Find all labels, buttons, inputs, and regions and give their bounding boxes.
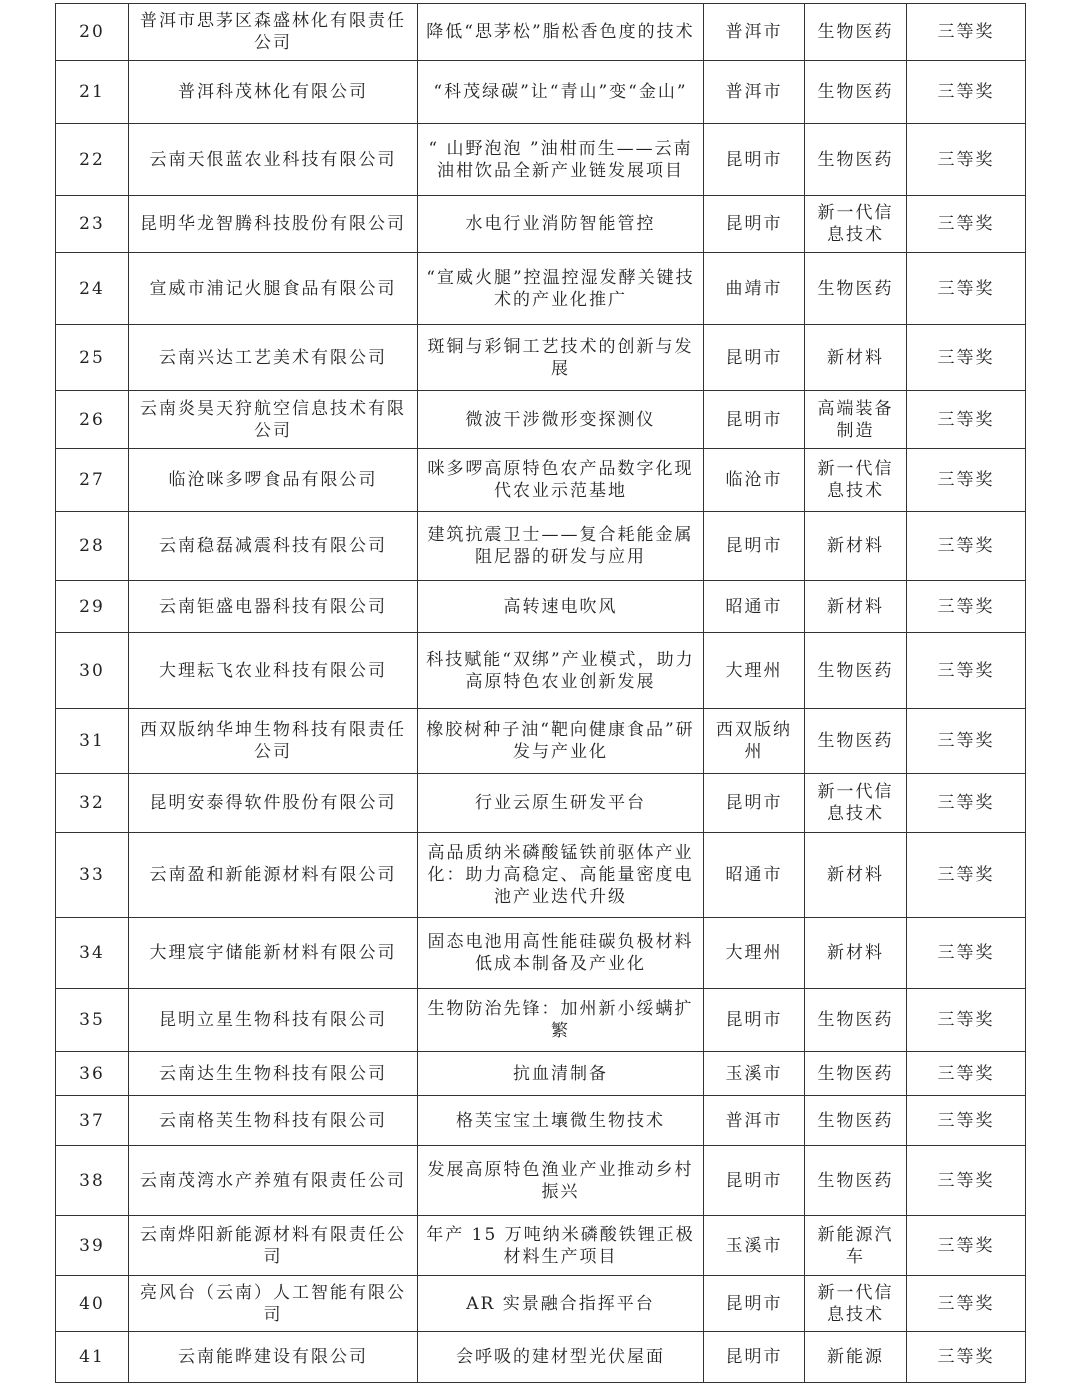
industry-field-cell: 新一代信息技术 [805,196,907,253]
row-number-cell: 21 [56,61,129,124]
table-row [56,4,1026,61]
company-name-cell: 大理宸宇储能新材料有限公司 [129,918,418,989]
table-row [56,61,1026,124]
row-number-cell: 37 [56,1096,129,1146]
project-name-cell: 行业云原生研发平台 [418,774,704,833]
table-row [56,918,1026,989]
company-name-cell: 云南炎昊天狩航空信息技术有限公司 [129,391,418,449]
award-level-cell: 三等奖 [907,633,1026,709]
industry-field-cell: 新一代信息技术 [805,449,907,512]
award-level-cell: 三等奖 [907,1332,1026,1383]
row-number-cell: 30 [56,633,129,709]
industry-field-cell: 新一代信息技术 [805,1276,907,1332]
company-name-cell: 云南盈和新能源材料有限公司 [129,833,418,918]
project-name-cell: 发展高原特色渔业产业推动乡村振兴 [418,1146,704,1216]
company-name-cell: 普洱市思茅区森盛林化有限责任公司 [129,4,418,61]
industry-field-cell: 生物医药 [805,709,907,774]
industry-field-cell: 生物医药 [805,4,907,61]
row-number-cell: 28 [56,512,129,581]
row-number-cell: 41 [56,1332,129,1383]
industry-field-cell: 生物医药 [805,1146,907,1216]
award-level-cell: 三等奖 [907,989,1026,1052]
award-level-cell: 三等奖 [907,1276,1026,1332]
city-cell: 昭通市 [704,581,805,633]
industry-field-cell: 生物医药 [805,253,907,325]
table-row [56,833,1026,918]
company-name-cell: 临沧咪多啰食品有限公司 [129,449,418,512]
industry-field-cell: 新材料 [805,325,907,391]
project-name-cell: AR 实景融合指挥平台 [418,1276,704,1332]
table-row [56,325,1026,391]
project-name-cell: 咪多啰高原特色农产品数字化现代农业示范基地 [418,449,704,512]
company-name-cell: 亮风台（云南）人工智能有限公司 [129,1276,418,1332]
table-row [56,253,1026,325]
project-name-cell: 年产 15 万吨纳米磷酸铁锂正极材料生产项目 [418,1216,704,1276]
row-number-cell: 38 [56,1146,129,1216]
city-cell: 大理州 [704,918,805,989]
city-cell: 玉溪市 [704,1216,805,1276]
table-row [56,1332,1026,1383]
city-cell: 普洱市 [704,4,805,61]
project-name-cell: “科茂绿碳”让“青山”变“金山” [418,61,704,124]
table-row [56,391,1026,449]
city-cell: 昆明市 [704,1146,805,1216]
award-level-cell: 三等奖 [907,918,1026,989]
company-name-cell: 昆明华龙智腾科技股份有限公司 [129,196,418,253]
city-cell: 昆明市 [704,325,805,391]
row-number-cell: 24 [56,253,129,325]
industry-field-cell: 生物医药 [805,1052,907,1096]
table-row [56,512,1026,581]
award-level-cell: 三等奖 [907,124,1026,196]
project-name-cell: 生物防治先锋：加州新小绥螨扩繁 [418,989,704,1052]
project-name-cell: 微波干涉微形变探测仪 [418,391,704,449]
project-name-cell: 会呼吸的建材型光伏屋面 [418,1332,704,1383]
project-name-cell: 抗血清制备 [418,1052,704,1096]
project-name-cell: “宣威火腿”控温控湿发酵关键技术的产业化推广 [418,253,704,325]
row-number-cell: 31 [56,709,129,774]
industry-field-cell: 新能源汽车 [805,1216,907,1276]
row-number-cell: 36 [56,1052,129,1096]
company-name-cell: 宣威市浦记火腿食品有限公司 [129,253,418,325]
row-number-cell: 25 [56,325,129,391]
company-name-cell: 云南能晔建设有限公司 [129,1332,418,1383]
industry-field-cell: 新材料 [805,512,907,581]
row-number-cell: 40 [56,1276,129,1332]
award-level-cell: 三等奖 [907,196,1026,253]
award-level-cell: 三等奖 [907,581,1026,633]
project-name-cell: 固态电池用高性能硅碳负极材料低成本制备及产业化 [418,918,704,989]
table-row [56,1096,1026,1146]
row-number-cell: 33 [56,833,129,918]
row-number-cell: 20 [56,4,129,61]
company-name-cell: 云南天佷蓝农业科技有限公司 [129,124,418,196]
row-number-cell: 27 [56,449,129,512]
award-level-cell: 三等奖 [907,774,1026,833]
award-level-cell: 三等奖 [907,61,1026,124]
city-cell: 昭通市 [704,833,805,918]
project-name-cell: “ 山野泡泡 ”油柑而生——云南油柑饮品全新产业链发展项目 [418,124,704,196]
project-name-cell: 降低“思茅松”脂松香色度的技术 [418,4,704,61]
company-name-cell: 云南达生生物科技有限公司 [129,1052,418,1096]
industry-field-cell: 生物医药 [805,633,907,709]
award-level-cell: 三等奖 [907,1052,1026,1096]
city-cell: 昆明市 [704,196,805,253]
industry-field-cell: 新材料 [805,918,907,989]
award-level-cell: 三等奖 [907,4,1026,61]
city-cell: 昆明市 [704,1276,805,1332]
city-cell: 大理州 [704,633,805,709]
city-cell: 昆明市 [704,774,805,833]
project-name-cell: 水电行业消防智能管控 [418,196,704,253]
company-name-cell: 云南烨阳新能源材料有限责任公司 [129,1216,418,1276]
industry-field-cell: 新一代信息技术 [805,774,907,833]
company-name-cell: 云南格芙生物科技有限公司 [129,1096,418,1146]
table-row [56,989,1026,1052]
award-level-cell: 三等奖 [907,449,1026,512]
company-name-cell: 云南兴达工艺美术有限公司 [129,325,418,391]
table-row [56,1052,1026,1096]
award-level-cell: 三等奖 [907,1216,1026,1276]
company-name-cell: 大理耘飞农业科技有限公司 [129,633,418,709]
award-level-cell: 三等奖 [907,325,1026,391]
company-name-cell: 昆明安泰得软件股份有限公司 [129,774,418,833]
awards-table [55,3,1026,1383]
city-cell: 曲靖市 [704,253,805,325]
table-row [56,1216,1026,1276]
company-name-cell: 西双版纳华坤生物科技有限责任公司 [129,709,418,774]
row-number-cell: 26 [56,391,129,449]
award-level-cell: 三等奖 [907,709,1026,774]
row-number-cell: 35 [56,989,129,1052]
city-cell: 临沧市 [704,449,805,512]
award-level-cell: 三等奖 [907,833,1026,918]
table-row [56,449,1026,512]
industry-field-cell: 新能源 [805,1332,907,1383]
project-name-cell: 高品质纳米磷酸锰铁前驱体产业化：助力高稳定、高能量密度电池产业迭代升级 [418,833,704,918]
industry-field-cell: 新材料 [805,581,907,633]
city-cell: 昆明市 [704,1332,805,1383]
company-name-cell: 昆明立星生物科技有限公司 [129,989,418,1052]
row-number-cell: 29 [56,581,129,633]
table-row [56,124,1026,196]
project-name-cell: 高转速电吹风 [418,581,704,633]
city-cell: 普洱市 [704,1096,805,1146]
row-number-cell: 23 [56,196,129,253]
award-level-cell: 三等奖 [907,253,1026,325]
row-number-cell: 22 [56,124,129,196]
project-name-cell: 格芙宝宝土壤微生物技术 [418,1096,704,1146]
industry-field-cell: 生物医药 [805,1096,907,1146]
city-cell: 昆明市 [704,989,805,1052]
row-number-cell: 39 [56,1216,129,1276]
city-cell: 西双版纳州 [704,709,805,774]
city-cell: 普洱市 [704,61,805,124]
table-row [56,633,1026,709]
industry-field-cell: 高端装备制造 [805,391,907,449]
row-number-cell: 34 [56,918,129,989]
table-row [56,709,1026,774]
city-cell: 昆明市 [704,391,805,449]
project-name-cell: 建筑抗震卫士——复合耗能金属阻尼器的研发与应用 [418,512,704,581]
award-level-cell: 三等奖 [907,512,1026,581]
industry-field-cell: 生物医药 [805,61,907,124]
city-cell: 昆明市 [704,124,805,196]
awards-table-body [56,4,1026,1383]
table-row [56,1146,1026,1216]
table-row [56,1276,1026,1332]
award-level-cell: 三等奖 [907,391,1026,449]
project-name-cell: 橡胶树种子油“靶向健康食品”研发与产业化 [418,709,704,774]
company-name-cell: 普洱科茂林化有限公司 [129,61,418,124]
project-name-cell: 斑铜与彩铜工艺技术的创新与发展 [418,325,704,391]
industry-field-cell: 生物医药 [805,124,907,196]
company-name-cell: 云南钜盛电器科技有限公司 [129,581,418,633]
table-row [56,196,1026,253]
table-row [56,774,1026,833]
table-row [56,581,1026,633]
city-cell: 昆明市 [704,512,805,581]
project-name-cell: 科技赋能“双绑”产业模式，助力高原特色农业创新发展 [418,633,704,709]
industry-field-cell: 生物医药 [805,989,907,1052]
city-cell: 玉溪市 [704,1052,805,1096]
industry-field-cell: 新材料 [805,833,907,918]
award-level-cell: 三等奖 [907,1146,1026,1216]
row-number-cell: 32 [56,774,129,833]
company-name-cell: 云南茂湾水产养殖有限责任公司 [129,1146,418,1216]
award-level-cell: 三等奖 [907,1096,1026,1146]
company-name-cell: 云南稳磊减震科技有限公司 [129,512,418,581]
